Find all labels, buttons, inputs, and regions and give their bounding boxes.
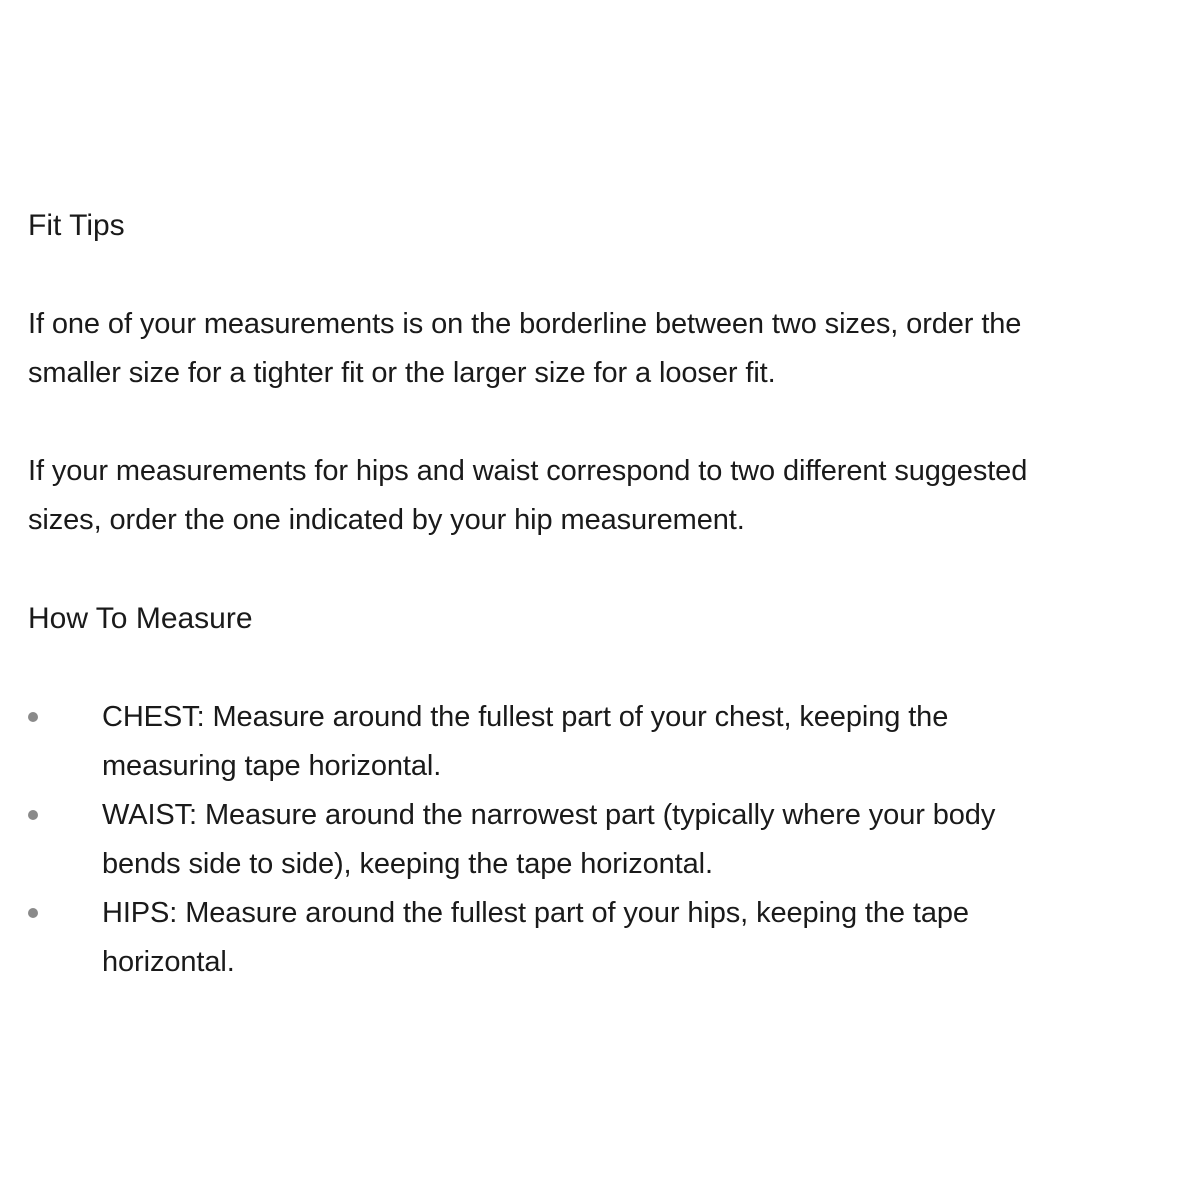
- bullet-icon: [28, 908, 38, 918]
- fit-tip-paragraph-hips-waist: [28, 447, 1178, 545]
- list-item-chest: [28, 693, 1178, 791]
- list-item-waist: [28, 791, 1178, 889]
- fit-tip-paragraph-borderline: [28, 300, 1178, 398]
- paragraph-line: smaller size for a tighter fit or the larger size for a looser fit.: [28, 357, 776, 389]
- paragraph-line: If one of your measurements is on the borderline between two sizes, order the: [28, 308, 1022, 340]
- measurement-list: [28, 693, 1178, 987]
- how-to-measure-heading: How To Measure: [28, 602, 253, 635]
- list-item-line: horizontal.: [102, 946, 235, 978]
- list-item-hips: [28, 889, 1178, 987]
- bullet-icon: [28, 712, 38, 722]
- list-item-line: bends side to side), keeping the tape horizontal.: [102, 848, 713, 880]
- fit-tips-heading: Fit Tips: [28, 209, 125, 242]
- list-item-line: WAIST: Measure around the narrowest part (typically where your body: [102, 799, 996, 831]
- list-item-line: CHEST: Measure around the fullest part of your chest, keeping the: [102, 701, 949, 733]
- paragraph-line: sizes, order the one indicated by your hip measurement.: [28, 504, 745, 536]
- list-item-line: measuring tape horizontal.: [102, 750, 442, 782]
- list-item-line: HIPS: Measure around the fullest part of your hips, keeping the tape: [102, 897, 969, 929]
- bullet-icon: [28, 810, 38, 820]
- paragraph-line: If your measurements for hips and waist correspond to two different suggested: [28, 455, 1028, 487]
